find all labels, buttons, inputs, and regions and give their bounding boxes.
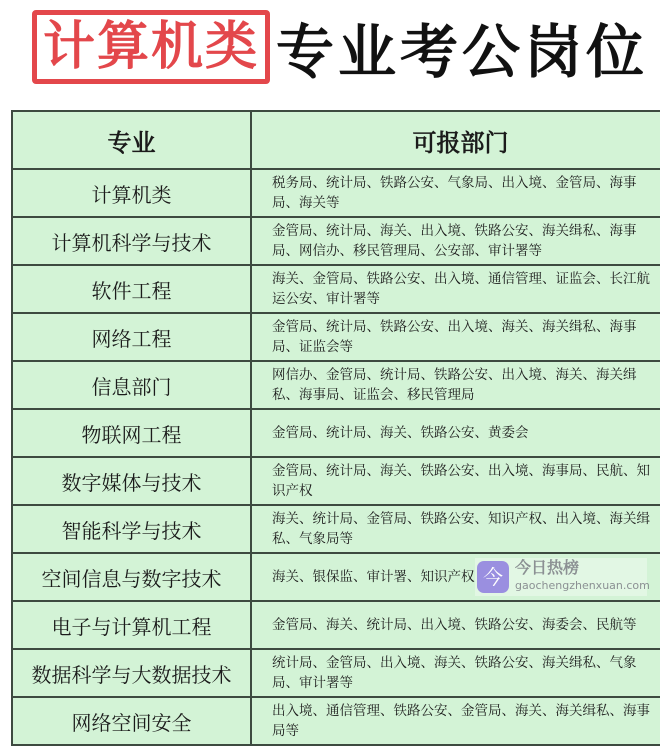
major-cell: 智能科学与技术 [12,505,251,553]
major-cell: 软件工程 [12,265,251,313]
major-cell: 数字媒体与技术 [12,457,251,505]
departments-cell [251,361,660,409]
departments-cell [251,169,660,217]
departments-cell [251,313,660,361]
header-major: 专业 [12,111,251,169]
table-row [12,505,660,553]
table-row [12,409,660,457]
table-row [12,361,660,409]
major-cell: 电子与计算机工程 [12,601,251,649]
watermark [475,558,650,596]
departments-cell [251,409,660,457]
table-row [12,457,660,505]
jinri-logo-icon: 今 [477,561,509,593]
major-cell: 计算机类 [12,169,251,217]
table-row [12,169,660,217]
major-cell: 信息部门 [12,361,251,409]
departments-cell [251,697,660,745]
table-row [12,697,660,745]
departments-text: 金管局、海关、统计局、出入境、铁路公安、海委会、民航等 [272,617,637,633]
title-highlight: 计算机类 [32,10,270,84]
page-title [32,10,648,84]
major-cell: 网络空间安全 [12,697,251,745]
departments-cell [251,265,660,313]
departments-text: 金管局、统计局、海关、铁路公安、出入境、海事局、民航、知识产权 [272,463,650,499]
watermark-name: 今日热榜 [515,558,580,577]
table-header [12,111,660,169]
departments-text: 金管局、统计局、海关、铁路公安、黄委会 [272,425,529,441]
major-cell: 计算机科学与技术 [12,217,251,265]
table-row [12,217,660,265]
departments-text: 海关、银保监、审计署、知识产权 [272,569,475,585]
majors-table [11,110,660,746]
title-rest: 专业考公岗位 [276,18,649,86]
table-row [12,601,660,649]
major-cell: 数据科学与大数据技术 [12,649,251,697]
departments-text: 网信办、金管局、统计局、铁路公安、出入境、海关、海关缉私、海事局、证监会、移民管理局 [272,367,637,403]
major-cell: 物联网工程 [12,409,251,457]
table-row [12,265,660,313]
departments-text: 海关、统计局、金管局、铁路公安、知识产权、出入境、海关缉私、气象局等 [272,511,650,547]
header-departments: 可报部门 [251,111,660,169]
departments-text: 金管局、统计局、铁路公安、出入境、海关、海关缉私、海事局、证监会等 [272,319,637,355]
departments-text: 出入境、通信管理、铁路公安、金管局、海关、海关缉私、海事局等 [272,703,650,739]
departments-cell [251,553,660,601]
departments-cell [251,505,660,553]
watermark-url: gaochengzhenxuan.com [515,579,650,592]
departments-text: 海关、金管局、铁路公安、出入境、通信管理、证监会、长江航运公安、审计署等 [272,271,650,307]
departments-text: 税务局、统计局、铁路公安、气象局、出入境、金管局、海事局、海关等 [272,175,637,211]
departments-cell [251,457,660,505]
departments-text: 金管局、统计局、海关、出入境、铁路公安、海关缉私、海事局、网信办、移民管理局、公安部、审计署等 [272,223,637,259]
departments-cell [251,649,660,697]
table-row [12,553,660,601]
departments-cell [251,601,660,649]
departments-cell [251,217,660,265]
table-row [12,313,660,361]
table-row [12,649,660,697]
departments-text: 统计局、金管局、出入境、海关、铁路公安、海关缉私、气象局、审计署等 [272,655,637,691]
major-cell: 网络工程 [12,313,251,361]
major-cell: 空间信息与数字技术 [12,553,251,601]
